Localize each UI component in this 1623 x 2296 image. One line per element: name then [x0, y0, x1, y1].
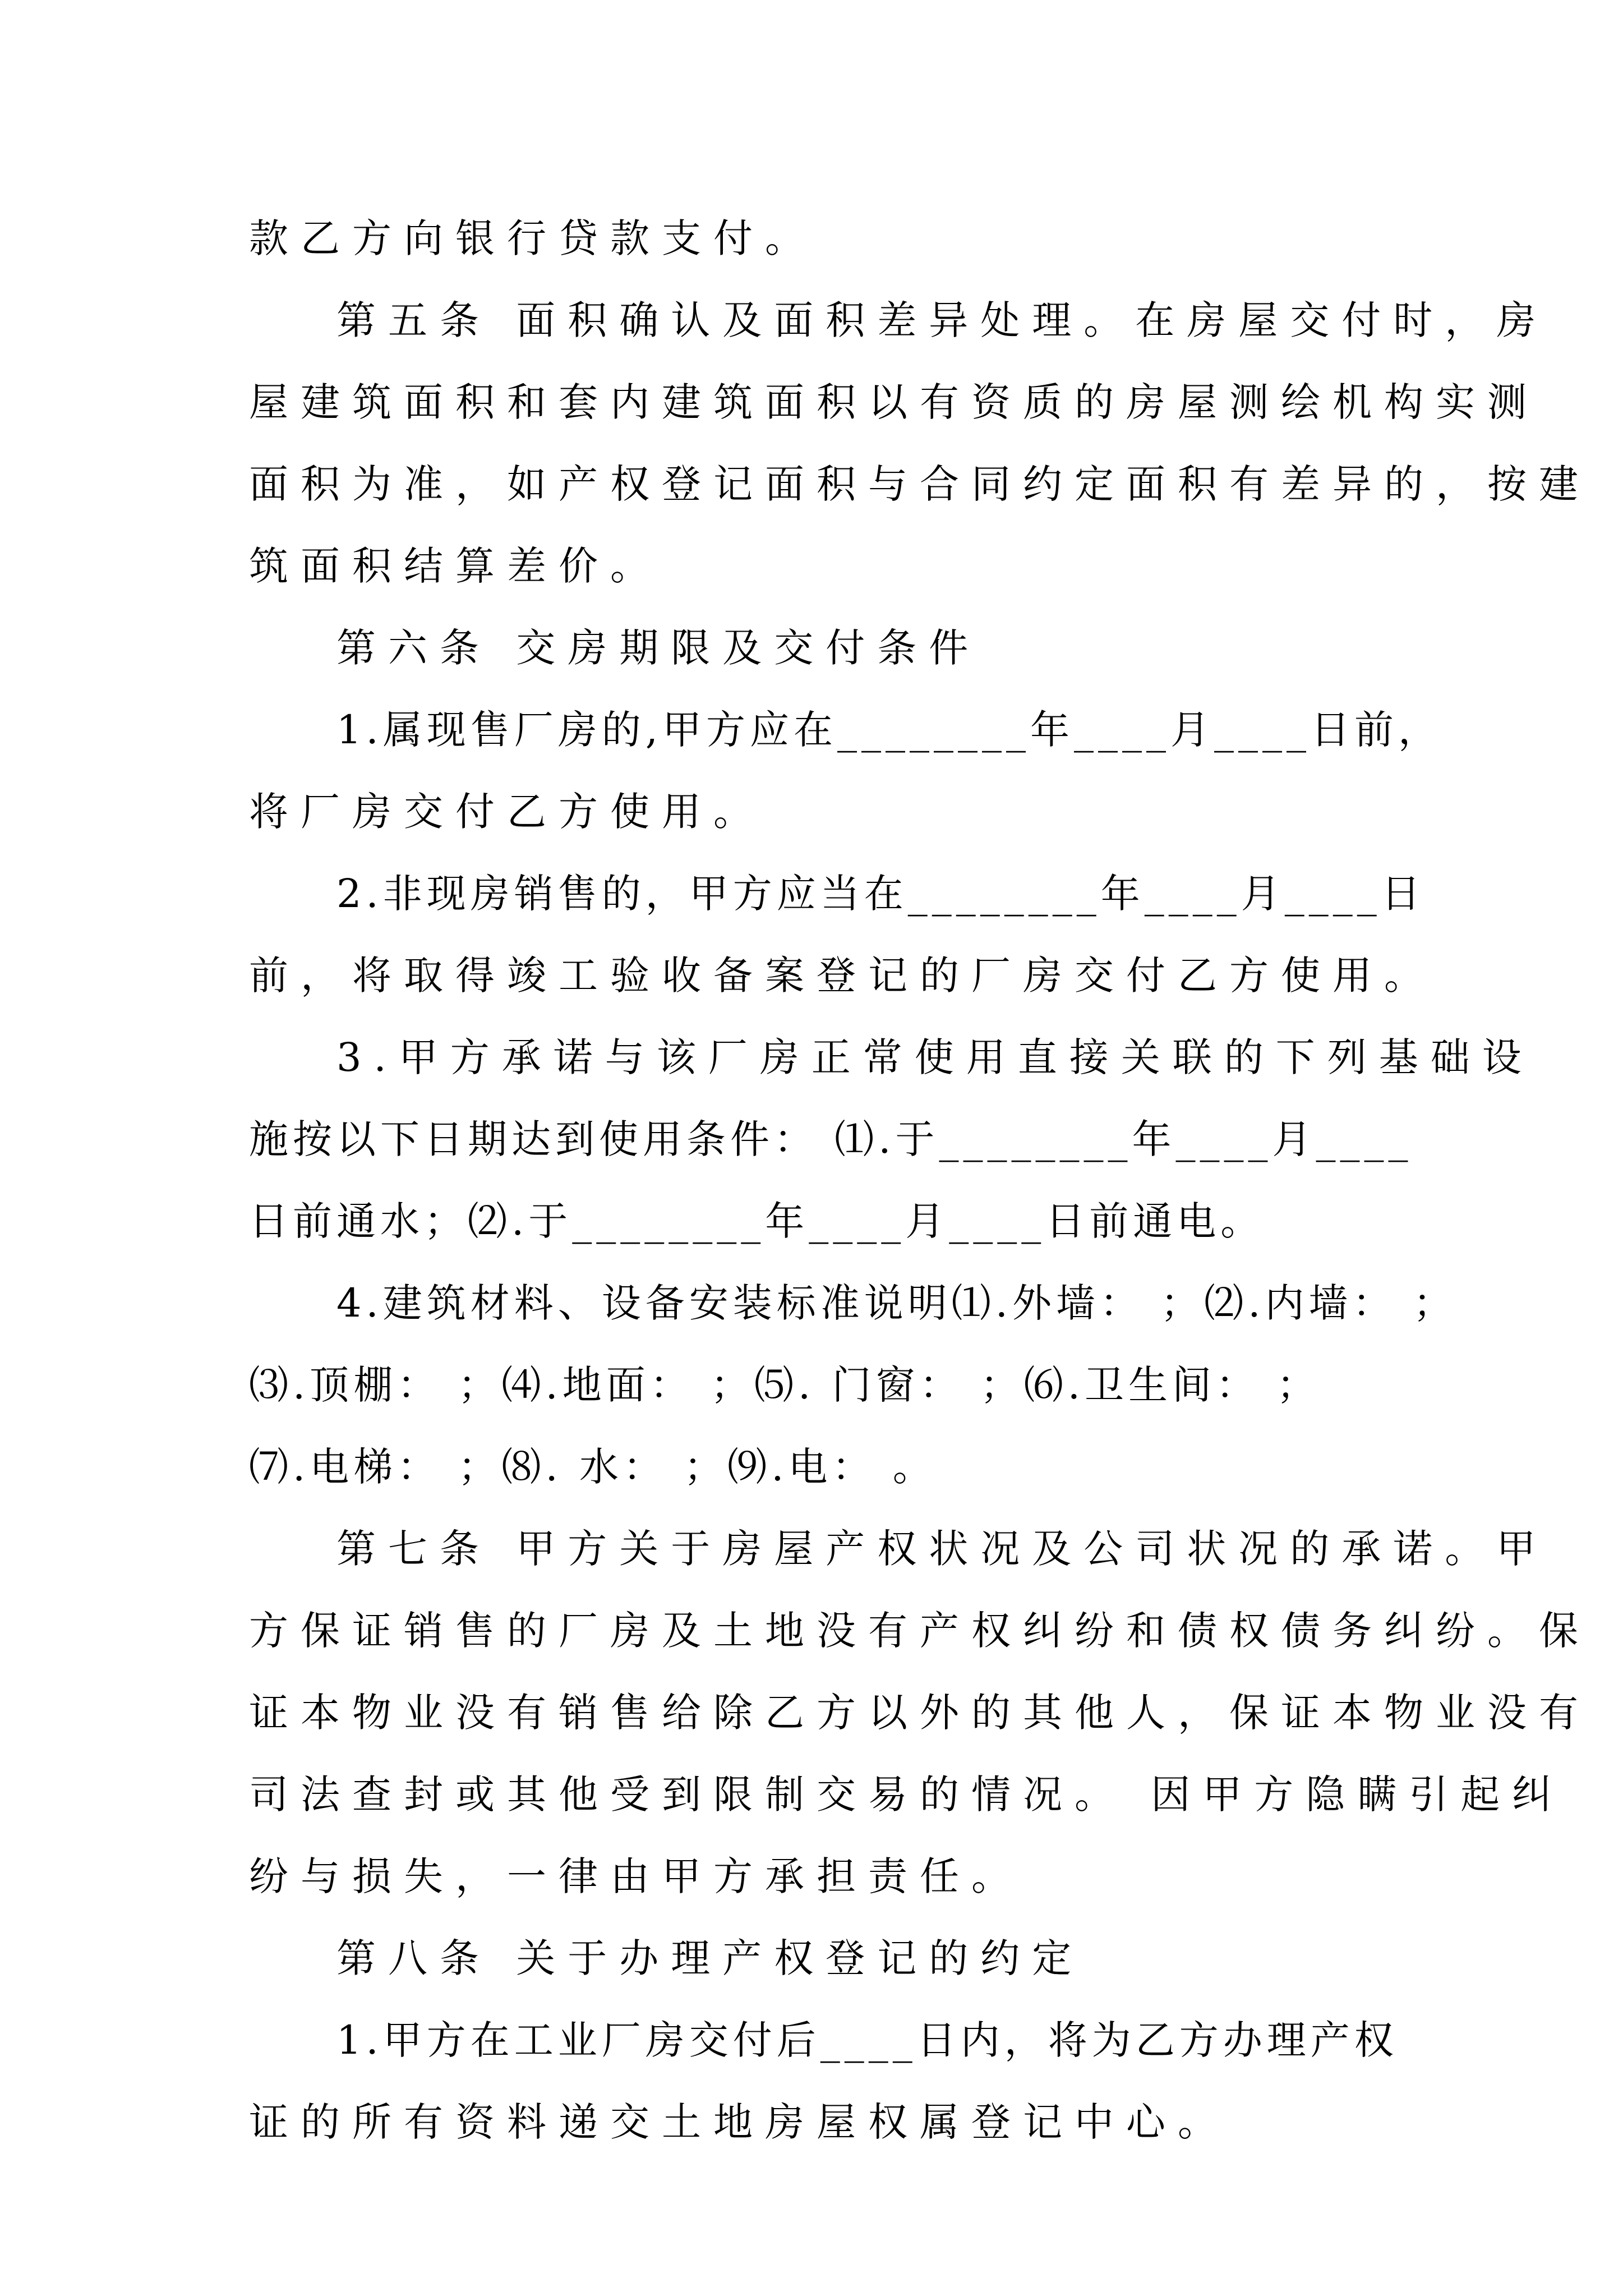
clause-6-2-line: 2.非现房销售的，甲方应当在________年____月____日: [336, 871, 1425, 917]
text-line: ⑶.顶棚： ；⑷.地面： ；⑸. 门窗： ；⑹.卫生间： ；: [249, 1362, 1321, 1408]
clause-6-4-line: 4.建筑材料、设备安装标准说明⑴.外墙： ；⑵.内墙： ；: [336, 1280, 1457, 1326]
article-8-heading: 第八条 关于办理产权登记的约定: [336, 1935, 1084, 1981]
clause-8-1-line: 1.甲方在工业厂房交付后____日内，将为乙方办理产权: [336, 2017, 1398, 2063]
article-6-heading: 第六条 交房期限及交付条件: [336, 625, 981, 671]
text-line: 证的所有资料递交土地房屋权属登记中心。: [249, 2099, 1229, 2145]
text-line: 款乙方向银行贷款支付。: [249, 215, 817, 261]
text-line: 证本物业没有销售给除乙方以外的其他人，保证本物业没有: [249, 1690, 1590, 1736]
text-line: 前，将取得竣工验收备案登记的厂房交付乙方使用。: [249, 953, 1436, 999]
text-line: 方保证销售的厂房及土地没有产权纠纷和债权债务纠纷。保: [249, 1608, 1590, 1654]
text-line: 屋建筑面积和套内建筑面积以有资质的房屋测绘机构实测: [249, 379, 1539, 425]
clause-6-1-line: 1.属现售厂房的,甲方应在________年____月____日前，: [336, 707, 1442, 753]
text-line: 司法查封或其他受到限制交易的情况。 因甲方隐瞒引起纠: [249, 1772, 1564, 1818]
text-line: 筑面积结算差价。: [249, 543, 662, 589]
article-7-heading-line: 第七条 甲方关于房屋产权状况及公司状况的承诺。甲: [336, 1526, 1548, 1572]
text-line: 纷与损失，一律由甲方承担责任。: [249, 1853, 1023, 1899]
article-5-heading-line: 第五条 面积确认及面积差异处理。在房屋交付时，房: [336, 297, 1548, 343]
text-line: 日前通水；⑵.于________年____月____日前通电。: [249, 1198, 1265, 1244]
text-line: 将厂房交付乙方使用。: [249, 789, 765, 835]
text-line: 施按以下日期达到使用条件： ⑴.于________年____月____: [249, 1116, 1413, 1162]
text-line: ⑺.电梯： ；⑻. 水： ；⑼.电： 。: [249, 1444, 937, 1490]
clause-6-3-line: 3.甲方承诺与该厂房正常使用直接关联的下列基础设: [336, 1034, 1534, 1080]
text-line: 面积为准，如产权登记面积与合同约定面积有差异的，按建: [249, 461, 1590, 507]
